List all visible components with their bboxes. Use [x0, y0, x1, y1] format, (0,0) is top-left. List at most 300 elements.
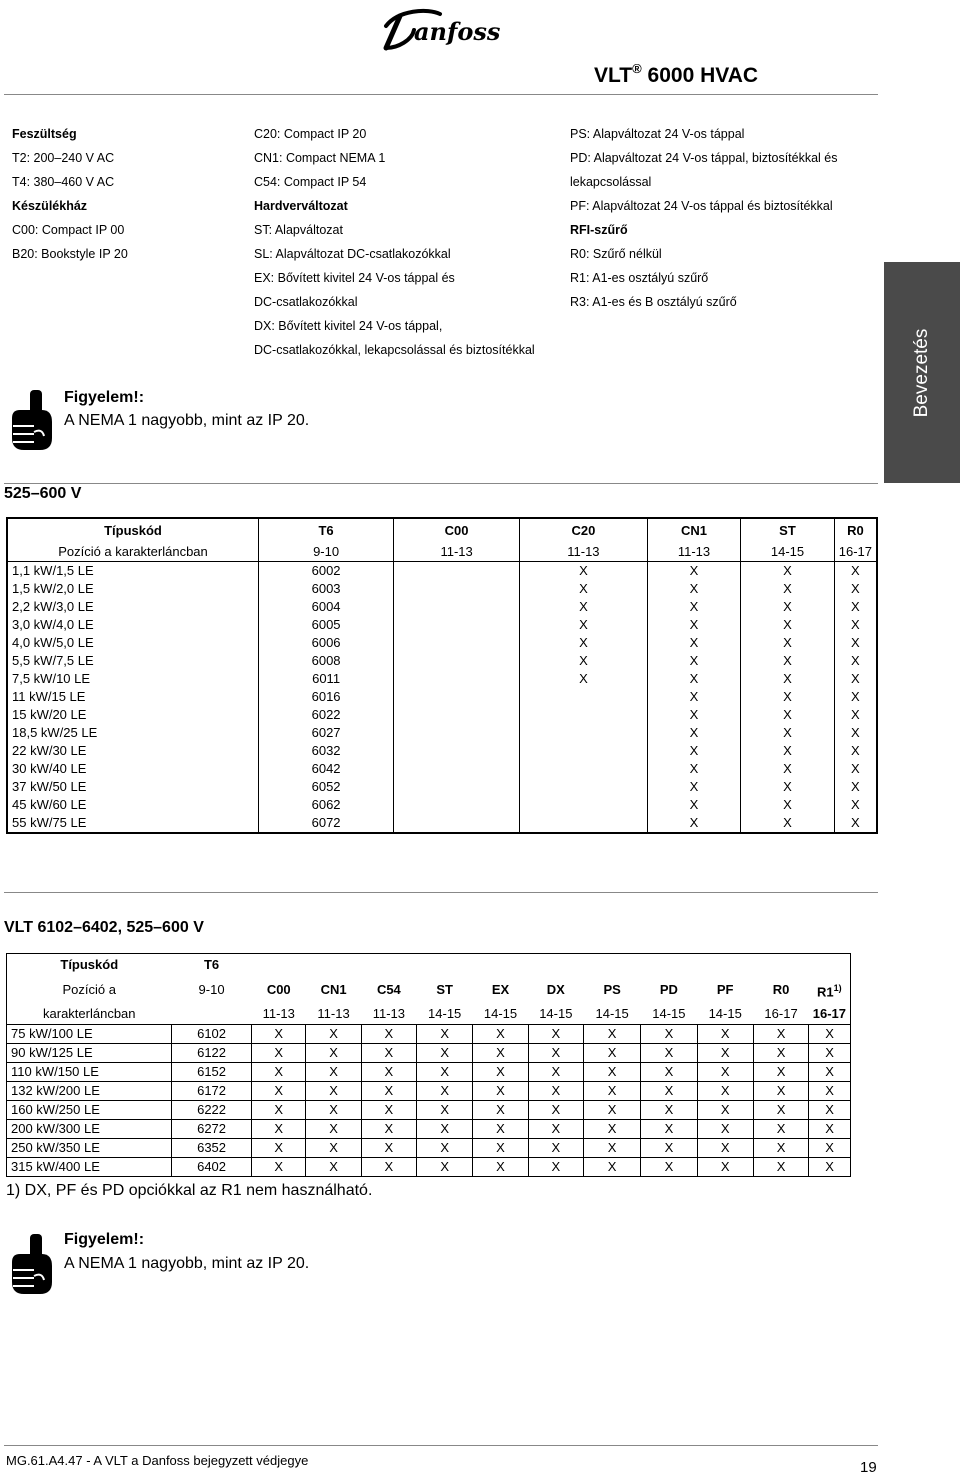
legend-col-3: PS: Alapváltozat 24 V-os táppal PD: Alapváltozat 24 V-os táppal, biztosítékkal és lekapcsolással PF: Alapváltozat 24 V-os táppal és biztosítékkal RFI-szűrő R0: Szűrő nélkül R1: A1-es osztályú szűrő R3: A1-es és B osztályú szűrő: [570, 127, 838, 309]
table-row: [7, 706, 877, 724]
table-cell: X: [647, 652, 740, 670]
header-cell: PS: [603, 982, 621, 998]
table1-title: 525–600 V: [4, 485, 82, 502]
table-cell: X: [641, 1044, 697, 1063]
table-cell: [520, 688, 648, 706]
header-cell: C00: [266, 982, 291, 998]
table-cell: 6027: [258, 724, 393, 742]
header-cell: CN1: [320, 982, 347, 998]
table-cell: X: [528, 1044, 583, 1063]
table-cell: X: [851, 599, 860, 614]
header-cell: 14-15: [708, 1006, 742, 1022]
table-cell: X: [697, 1101, 753, 1120]
header-cell: 14-15: [539, 1006, 573, 1022]
table-cell: 200 kW/300 LE: [7, 1120, 172, 1139]
notice-title: Figyelem!:: [64, 389, 145, 406]
header-cell: [172, 1004, 252, 1025]
table2-footnote: 1) DX, PF és PD opciókkal az R1 nem használható.: [6, 1182, 373, 1199]
table-cell: 6352: [172, 1139, 252, 1158]
header-cell: CN1: [647, 518, 740, 543]
table-cell: X: [473, 1120, 528, 1139]
svg-text:anfoss: anfoss: [414, 17, 501, 46]
table-cell: X: [306, 1139, 361, 1158]
table-cell: X: [647, 814, 740, 833]
header-cell: R1$^{1)}$: [817, 983, 842, 1000]
table-row: [7, 760, 877, 778]
table-cell: 1,5 kW/2,0 LE: [7, 580, 258, 598]
position-cell: 16-17: [834, 543, 877, 562]
table-cell: X: [647, 724, 740, 742]
table-cell: X: [741, 562, 835, 581]
table-cell: [520, 778, 648, 796]
header-rule: [4, 94, 878, 95]
table-cell: X: [252, 1158, 306, 1177]
table-cell: X: [641, 1139, 697, 1158]
table-cell: X: [851, 581, 860, 596]
table-cell: 6272: [172, 1120, 252, 1139]
table-cell: X: [584, 1139, 641, 1158]
table-cell: X: [741, 742, 835, 760]
table-row: [7, 634, 877, 652]
table-cell: 6402: [172, 1158, 252, 1177]
table-cell: X: [647, 760, 740, 778]
table-cell: X: [520, 562, 648, 581]
table-cell: 6006: [258, 634, 393, 652]
table-cell: X: [697, 1063, 753, 1082]
table-cell: X: [417, 1139, 473, 1158]
table-cell: 4,0 kW/5,0 LE: [7, 634, 258, 652]
table-cell: X: [641, 1082, 697, 1101]
table-cell: X: [361, 1063, 416, 1082]
table-cell: X: [809, 1063, 851, 1082]
table-cell: [394, 652, 520, 670]
section-side-tab: Bevezetés: [884, 262, 960, 483]
header-cell: C20: [520, 518, 648, 543]
table-cell: X: [252, 1082, 306, 1101]
table-row: [7, 778, 877, 796]
header-cell: T6: [203, 957, 220, 972]
pointing-hand-icon: [8, 1232, 52, 1296]
table-row: [7, 580, 877, 598]
table-cell: X: [647, 616, 740, 634]
table-cell: X: [584, 1044, 641, 1063]
header-cell: PF: [716, 982, 734, 998]
table-cell: X: [753, 1025, 808, 1044]
table-cell: X: [741, 814, 835, 833]
table-cell: X: [520, 652, 648, 670]
table-cell: X: [697, 1044, 753, 1063]
table-cell: X: [851, 707, 860, 722]
table-cell: X: [528, 1063, 583, 1082]
table-cell: X: [809, 1139, 851, 1158]
table-header-row: [7, 976, 851, 1004]
table2-body: [7, 1025, 851, 1177]
table-cell: X: [753, 1082, 808, 1101]
table-cell: X: [528, 1120, 583, 1139]
position-cell: Pozíció a karakterláncban: [7, 543, 258, 562]
table-row: [7, 670, 877, 688]
table-cell: X: [473, 1063, 528, 1082]
table-cell: 30 kW/40 LE: [7, 760, 258, 778]
header-cell: T6: [258, 518, 393, 543]
table-cell: X: [520, 670, 648, 688]
notice-text: A NEMA 1 nagyobb, mint az IP 20.: [64, 412, 310, 429]
product-title: VLT® 6000 HVAC: [594, 61, 759, 87]
table-cell: 2,2 kW/3,0 LE: [7, 598, 258, 616]
table-cell: 6022: [258, 706, 393, 724]
header-cell: Pozíció a: [62, 982, 116, 998]
table-row: [7, 724, 877, 742]
position-cell: 11-13: [394, 543, 520, 562]
table-cell: X: [851, 797, 860, 812]
table-cell: X: [528, 1139, 583, 1158]
table-cell: X: [741, 796, 835, 814]
table-cell: X: [647, 670, 740, 688]
table-cell: X: [641, 1158, 697, 1177]
table-cell: 6016: [258, 688, 393, 706]
table-cell: 45 kW/60 LE: [7, 796, 258, 814]
table-cell: X: [584, 1063, 641, 1082]
table-cell: X: [647, 706, 740, 724]
table-cell: X: [528, 1158, 583, 1177]
table-cell: 6072: [258, 814, 393, 833]
section-rule: [4, 483, 878, 484]
table-cell: X: [417, 1101, 473, 1120]
legend-col-1: Feszültség T2: 200–240 V AC T4: 380–460 V AC Készülékház C00: Compact IP 00 B20: Bookstyle IP 20: [12, 127, 128, 261]
notice-title: Figyelem!:: [64, 1231, 145, 1248]
table-cell: [520, 706, 648, 724]
table-cell: 6042: [258, 760, 393, 778]
table-cell: 3,0 kW/4,0 LE: [7, 616, 258, 634]
table-cell: [394, 598, 520, 616]
table-cell: X: [741, 760, 835, 778]
table-cell: X: [417, 1082, 473, 1101]
table-cell: X: [473, 1082, 528, 1101]
table-cell: [520, 760, 648, 778]
header-cell: karakterláncban: [43, 1006, 136, 1022]
table-cell: [394, 634, 520, 652]
table-cell: X: [417, 1025, 473, 1044]
table-cell: X: [851, 635, 860, 650]
table-cell: X: [809, 1120, 851, 1139]
header-spacer: [252, 954, 851, 977]
header-cell: ST: [436, 982, 453, 998]
table-cell: 22 kW/30 LE: [7, 742, 258, 760]
header-cell: DX: [546, 982, 565, 998]
table-row: [7, 1063, 851, 1082]
table-cell: 90 kW/125 LE: [7, 1044, 172, 1063]
table-row: [7, 598, 877, 616]
table-cell: X: [647, 796, 740, 814]
table-cell: X: [741, 598, 835, 616]
footer-rule: [4, 1445, 878, 1446]
table-cell: 250 kW/350 LE: [7, 1139, 172, 1158]
table-cell: X: [520, 598, 648, 616]
table-cell: 6102: [172, 1025, 252, 1044]
table-cell: X: [809, 1101, 851, 1120]
table-cell: X: [252, 1139, 306, 1158]
table-cell: X: [741, 580, 835, 598]
header-cell: R0: [847, 523, 864, 538]
table-cell: X: [809, 1025, 851, 1044]
table-cell: 6062: [258, 796, 393, 814]
table-cell: X: [851, 779, 860, 794]
table-cell: X: [306, 1101, 361, 1120]
table-cell: X: [741, 616, 835, 634]
table-cell: 6222: [172, 1101, 252, 1120]
table-cell: 110 kW/150 LE: [7, 1063, 172, 1082]
header-cell: 14-15: [595, 1006, 629, 1022]
table-cell: 6052: [258, 778, 393, 796]
table-cell: X: [851, 725, 860, 740]
header-cell: 16-17: [764, 1006, 798, 1022]
header-cell: EX: [491, 982, 510, 998]
table-cell: X: [528, 1025, 583, 1044]
table-cell: X: [753, 1139, 808, 1158]
table-cell: 1,1 kW/1,5 LE: [7, 562, 258, 581]
table-cell: X: [741, 778, 835, 796]
table-cell: [520, 796, 648, 814]
table-cell: X: [473, 1101, 528, 1120]
table-row: [7, 562, 877, 581]
table-row: [7, 814, 877, 833]
table-cell: [394, 688, 520, 706]
table-cell: X: [851, 617, 860, 632]
table-cell: 6008: [258, 652, 393, 670]
header-cell: 14-15: [652, 1006, 686, 1022]
table-cell: 18,5 kW/25 LE: [7, 724, 258, 742]
table-cell: [520, 742, 648, 760]
table-cell: X: [851, 689, 860, 704]
table-cell: 160 kW/250 LE: [7, 1101, 172, 1120]
table-cell: 6032: [258, 742, 393, 760]
header-cell: 9-10: [198, 982, 225, 998]
header-cell: ST: [741, 518, 835, 543]
table-row: [7, 1101, 851, 1120]
table-cell: X: [741, 724, 835, 742]
table-cell: X: [417, 1120, 473, 1139]
table-cell: X: [697, 1082, 753, 1101]
header-cell: C00: [394, 518, 520, 543]
position-cell: 11-13: [647, 543, 740, 562]
table-cell: 6004: [258, 598, 393, 616]
table-header-row: [7, 954, 851, 977]
table-cell: 6152: [172, 1063, 252, 1082]
table-cell: X: [647, 634, 740, 652]
table-cell: X: [851, 653, 860, 668]
table-cell: X: [851, 563, 860, 578]
table-cell: X: [584, 1120, 641, 1139]
table-cell: X: [809, 1044, 851, 1063]
header-cell: R0: [772, 982, 790, 998]
table-cell: X: [473, 1139, 528, 1158]
pointing-hand-icon: [8, 388, 52, 452]
table-cell: [520, 724, 648, 742]
table-cell: X: [252, 1063, 306, 1082]
table-cell: X: [584, 1158, 641, 1177]
table-cell: 6002: [258, 562, 393, 581]
table-cell: X: [473, 1044, 528, 1063]
table-cell: X: [252, 1025, 306, 1044]
table-cell: 37 kW/50 LE: [7, 778, 258, 796]
header-cell: 11-13: [372, 1006, 406, 1022]
header-cell: Típuskód: [60, 957, 119, 972]
header-cell: 11-13: [317, 1006, 350, 1022]
table-cell: [394, 760, 520, 778]
table-cell: X: [647, 580, 740, 598]
position-cell: 14-15: [741, 543, 835, 562]
table-cell: [394, 724, 520, 742]
table-cell: X: [361, 1082, 416, 1101]
table-cell: X: [361, 1101, 416, 1120]
position-cell: 11-13: [520, 543, 648, 562]
table-cell: X: [306, 1120, 361, 1139]
table-cell: X: [753, 1101, 808, 1120]
table-row: [7, 1044, 851, 1063]
table-cell: [394, 814, 520, 833]
table-cell: X: [417, 1063, 473, 1082]
table-cell: 11 kW/15 LE: [7, 688, 258, 706]
table-cell: X: [306, 1063, 361, 1082]
table-cell: X: [641, 1101, 697, 1120]
table-cell: X: [809, 1082, 851, 1101]
table-cell: 75 kW/100 LE: [7, 1025, 172, 1044]
table-cell: X: [641, 1063, 697, 1082]
table-cell: 6172: [172, 1082, 252, 1101]
table-cell: 6003: [258, 580, 393, 598]
table-header-row: [7, 518, 877, 543]
header-cell: 11-13: [262, 1006, 295, 1022]
table-cell: [394, 742, 520, 760]
table-cell: X: [361, 1139, 416, 1158]
table-cell: X: [741, 652, 835, 670]
table-cell: X: [584, 1082, 641, 1101]
table-cell: X: [697, 1158, 753, 1177]
header-cell: Típuskód: [7, 518, 258, 543]
table-cell: X: [252, 1101, 306, 1120]
table-cell: 15 kW/20 LE: [7, 706, 258, 724]
table-cell: X: [584, 1101, 641, 1120]
table-cell: X: [520, 634, 648, 652]
table-cell: X: [306, 1044, 361, 1063]
table-cell: 5,5 kW/7,5 LE: [7, 652, 258, 670]
table-cell: X: [851, 671, 860, 686]
footer-text: MG.61.A4.47 - A VLT a Danfoss bejegyzett védjegye: [6, 1453, 309, 1468]
section-rule: [4, 892, 878, 893]
table-cell: X: [306, 1025, 361, 1044]
header-cell: 14-15: [483, 1006, 518, 1022]
table-cell: X: [252, 1120, 306, 1139]
table-row: [7, 1139, 851, 1158]
table-cell: X: [697, 1120, 753, 1139]
header-cell: 14-15: [428, 1006, 462, 1022]
table-row: [7, 742, 877, 760]
table-cell: X: [809, 1158, 851, 1177]
table-cell: X: [361, 1158, 416, 1177]
table-row: [7, 1082, 851, 1101]
table-cell: X: [741, 706, 835, 724]
table-cell: [394, 616, 520, 634]
table-cell: [394, 670, 520, 688]
table-row: [7, 652, 877, 670]
table-cell: 132 kW/200 LE: [7, 1082, 172, 1101]
table-cell: X: [753, 1044, 808, 1063]
table-header-row: [7, 1004, 851, 1025]
table-cell: X: [741, 634, 835, 652]
table-cell: X: [417, 1044, 473, 1063]
table-cell: X: [641, 1120, 697, 1139]
table-cell: [394, 580, 520, 598]
table2-title: VLT 6102–6402, 525–600 V: [4, 919, 204, 936]
table-cell: X: [252, 1044, 306, 1063]
table-cell: X: [528, 1101, 583, 1120]
table-row: [7, 616, 877, 634]
table-cell: X: [361, 1025, 416, 1044]
table-cell: [520, 814, 648, 833]
header-cell: PD: [659, 982, 678, 998]
table-row: [7, 688, 877, 706]
table-cell: X: [473, 1025, 528, 1044]
table-cell: X: [520, 616, 648, 634]
position-cell: 9-10: [258, 543, 393, 562]
table-row: [7, 1025, 851, 1044]
table-cell: 6005: [258, 616, 393, 634]
table-cell: [394, 778, 520, 796]
table-cell: X: [520, 580, 648, 598]
table-cell: 55 kW/75 LE: [7, 814, 258, 833]
table-cell: X: [361, 1120, 416, 1139]
table-cell: X: [473, 1158, 528, 1177]
table-cell: X: [647, 742, 740, 760]
table-cell: X: [647, 562, 740, 581]
table-row: [7, 1120, 851, 1139]
table-cell: 315 kW/400 LE: [7, 1158, 172, 1177]
table-cell: X: [647, 778, 740, 796]
table-cell: X: [528, 1082, 583, 1101]
table-cell: X: [417, 1158, 473, 1177]
table-cell: X: [306, 1082, 361, 1101]
table-cell: X: [851, 761, 860, 776]
table-cell: 6122: [172, 1044, 252, 1063]
table1-body: [7, 562, 877, 834]
table-cell: X: [741, 688, 835, 706]
notice-text: A NEMA 1 nagyobb, mint az IP 20.: [64, 1255, 310, 1272]
table-cell: X: [306, 1158, 361, 1177]
table-cell: X: [584, 1025, 641, 1044]
table-cell: X: [647, 598, 740, 616]
table-cell: [394, 706, 520, 724]
table-cell: X: [641, 1025, 697, 1044]
table-6102-6402: [6, 953, 851, 1177]
table-cell: X: [741, 670, 835, 688]
table-cell: 7,5 kW/10 LE: [7, 670, 258, 688]
table-cell: X: [851, 815, 860, 830]
table-row: [7, 796, 877, 814]
legend-col-2: C20: Compact IP 20 CN1: Compact NEMA 1 C54: Compact IP 54 Hardverváltozat ST: Alapváltozat SL: Alapváltozat DC-csatlakozókkal EX: Bővített kivitel 24 V-os táppal és DC-csatlakozókkal DX: Bővített kivitel 24 V-os táppal, DC-csatlakozókkal, lekapcsolással és biztosítékkal: [254, 127, 535, 357]
header-cell: C54: [376, 982, 401, 998]
table-cell: X: [753, 1158, 808, 1177]
table-cell: [394, 562, 520, 581]
table-cell: X: [753, 1063, 808, 1082]
table-cell: X: [753, 1120, 808, 1139]
table-cell: 6011: [258, 670, 393, 688]
table-cell: X: [697, 1139, 753, 1158]
table-cell: [394, 796, 520, 814]
position-row: [7, 543, 877, 562]
table-525-600v: [6, 517, 878, 834]
danfoss-logo: [378, 4, 512, 52]
table-cell: X: [697, 1025, 753, 1044]
